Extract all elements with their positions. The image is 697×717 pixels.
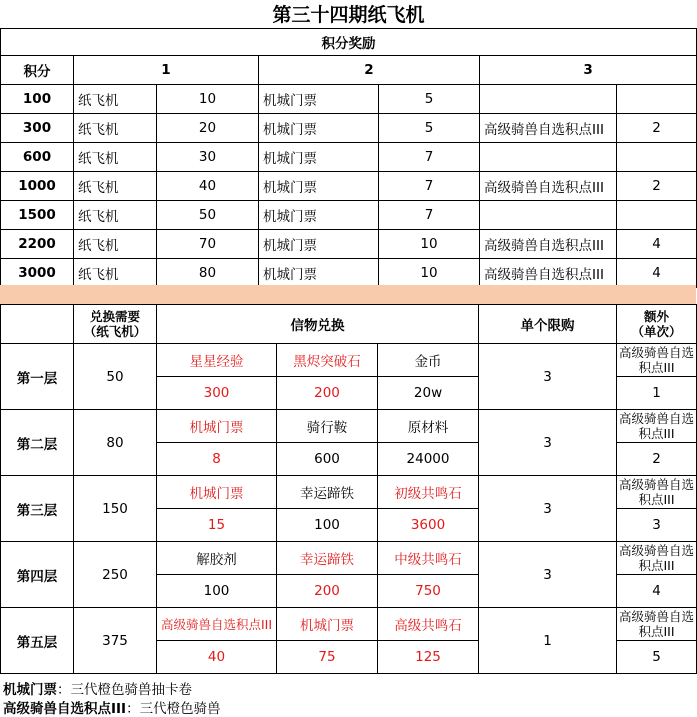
reward-1-qty: 70 [157, 230, 259, 259]
reward-1-name: 纸飞机 [74, 114, 157, 143]
extra-qty: 4 [617, 575, 697, 608]
page-title: 第三十四期纸飞机 [272, 4, 425, 26]
exchange-table [0, 304, 697, 674]
item-name: 星星经验 [157, 344, 277, 377]
item-name: 解胶剂 [157, 542, 277, 575]
extra-name: 高级骑兽自选积点III [617, 476, 697, 509]
table-row [1, 201, 697, 230]
item-qty: 750 [378, 575, 479, 608]
item-name: 初级共鸣石 [378, 476, 479, 509]
item-qty: 20w [378, 377, 479, 410]
header-items: 信物兑换 [157, 305, 479, 344]
header-cost: 兑换需要 （纸飞机） [74, 305, 157, 344]
item-qty: 100 [157, 575, 277, 608]
layer-cost: 150 [74, 476, 157, 542]
reward-1-name: 纸飞机 [74, 85, 157, 114]
note-term: 高级骑兽自选积点III [3, 701, 127, 717]
reward-1-qty: 50 [157, 201, 259, 230]
item-name: 原材料 [378, 410, 479, 443]
layer-row [1, 608, 697, 641]
header-empty [1, 305, 74, 344]
item-qty: 300 [157, 377, 277, 410]
reward-3-qty: 4 [617, 230, 697, 259]
points-value: 600 [1, 143, 74, 172]
extra-name: 高级骑兽自选积点III [617, 344, 697, 377]
reward-2-qty: 7 [379, 201, 480, 230]
reward-3-name [480, 143, 617, 172]
layer-cost: 50 [74, 344, 157, 410]
item-name: 机城门票 [157, 410, 277, 443]
extra-qty: 5 [617, 641, 697, 674]
reward-2-name: 机城门票 [259, 85, 379, 114]
header-points: 积分 [1, 56, 74, 85]
layer-row [1, 344, 697, 377]
item-qty: 40 [157, 641, 277, 674]
item-name: 金币 [378, 344, 479, 377]
item-qty: 3600 [378, 509, 479, 542]
layer-name: 第三层 [1, 476, 74, 542]
reward-2-name: 机城门票 [259, 230, 379, 259]
item-qty: 200 [277, 575, 378, 608]
item-qty: 8 [157, 443, 277, 476]
table-row [1, 230, 697, 259]
item-name: 黑烬突破石 [277, 344, 378, 377]
item-qty: 24000 [378, 443, 479, 476]
reward-2-name: 机城门票 [259, 201, 379, 230]
note-desc: ：三代橙色骑兽抽卡卷 [57, 682, 192, 698]
layer-name: 第四层 [1, 542, 74, 608]
reward-1-name: 纸飞机 [74, 230, 157, 259]
reward-2-name: 机城门票 [259, 143, 379, 172]
note-2 [3, 697, 221, 717]
reward-1-name: 纸飞机 [74, 143, 157, 172]
table-row [1, 114, 697, 143]
points-value: 100 [1, 85, 74, 114]
item-name: 机城门票 [157, 476, 277, 509]
extra-qty: 1 [617, 377, 697, 410]
reward-3-qty: 2 [617, 172, 697, 201]
layer-name: 第二层 [1, 410, 74, 476]
reward-2-qty: 7 [379, 172, 480, 201]
header-col-2: 2 [259, 56, 480, 85]
reward-3-name [480, 201, 617, 230]
reward-1-qty: 40 [157, 172, 259, 201]
reward-1-name: 纸飞机 [74, 259, 157, 288]
exchange-table-body [1, 344, 697, 674]
points-value: 300 [1, 114, 74, 143]
reward-1-name: 纸飞机 [74, 172, 157, 201]
extra-qty: 3 [617, 509, 697, 542]
layer-limit: 3 [479, 542, 617, 608]
points-value: 3000 [1, 259, 74, 288]
item-name: 骑行鞍 [277, 410, 378, 443]
table-row [1, 259, 697, 288]
extra-qty: 2 [617, 443, 697, 476]
layer-cost: 250 [74, 542, 157, 608]
section-separator [0, 285, 696, 304]
extra-name: 高级骑兽自选积点III [617, 608, 697, 641]
layer-row [1, 542, 697, 575]
layer-limit: 3 [479, 344, 617, 410]
reward-3-name: 高级骑兽自选积点III [480, 172, 617, 201]
reward-1-qty: 20 [157, 114, 259, 143]
layer-cost: 375 [74, 608, 157, 674]
item-name: 幸运蹄铁 [277, 476, 378, 509]
reward-2-qty: 5 [379, 85, 480, 114]
points-value: 2200 [1, 230, 74, 259]
layer-name: 第一层 [1, 344, 74, 410]
layer-limit: 3 [479, 476, 617, 542]
reward-2-name: 机城门票 [259, 259, 379, 288]
layer-limit: 1 [479, 608, 617, 674]
reward-2-name: 机城门票 [259, 172, 379, 201]
reward-3-qty [617, 201, 697, 230]
item-name: 高级共鸣石 [378, 608, 479, 641]
points-table-body [1, 85, 697, 288]
reward-1-qty: 10 [157, 85, 259, 114]
reward-3-qty [617, 85, 697, 114]
reward-3-name: 高级骑兽自选积点III [480, 114, 617, 143]
reward-1-qty: 80 [157, 259, 259, 288]
note-desc: ：三代橙色骑兽 [126, 701, 221, 717]
reward-2-name: 机城门票 [259, 114, 379, 143]
reward-3-qty: 2 [617, 114, 697, 143]
item-qty: 100 [277, 509, 378, 542]
points-value: 1000 [1, 172, 74, 201]
header-col-1: 1 [74, 56, 259, 85]
layer-limit: 3 [479, 410, 617, 476]
item-qty: 600 [277, 443, 378, 476]
points-value: 1500 [1, 201, 74, 230]
extra-name: 高级骑兽自选积点III [617, 410, 697, 443]
reward-3-name: 高级骑兽自选积点III [480, 259, 617, 288]
item-name: 机城门票 [277, 608, 378, 641]
item-qty: 75 [277, 641, 378, 674]
note-term: 机城门票 [3, 682, 57, 698]
reward-2-qty: 10 [379, 230, 480, 259]
reward-1-name: 纸飞机 [74, 201, 157, 230]
layer-name: 第五层 [1, 608, 74, 674]
points-reward-table [0, 28, 697, 288]
item-qty: 200 [277, 377, 378, 410]
item-qty: 15 [157, 509, 277, 542]
layer-row [1, 476, 697, 509]
reward-1-qty: 30 [157, 143, 259, 172]
reward-2-qty: 10 [379, 259, 480, 288]
layer-row [1, 410, 697, 443]
table-row [1, 172, 697, 201]
note-1 [3, 678, 192, 698]
reward-2-qty: 5 [379, 114, 480, 143]
table-row [1, 143, 697, 172]
item-name: 中级共鸣石 [378, 542, 479, 575]
table-row [1, 85, 697, 114]
points-table-caption: 积分奖励 [1, 29, 697, 56]
reward-3-qty [617, 143, 697, 172]
item-name: 高级骑兽自选积点III [157, 608, 277, 641]
header-limit: 单个限购 [479, 305, 617, 344]
reward-2-qty: 7 [379, 143, 480, 172]
item-name: 幸运蹄铁 [277, 542, 378, 575]
header-col-3: 3 [480, 56, 697, 85]
reward-3-name: 高级骑兽自选积点III [480, 230, 617, 259]
header-extra: 额外 （单次） [617, 305, 697, 344]
reward-3-name [480, 85, 617, 114]
layer-cost: 80 [74, 410, 157, 476]
reward-3-qty: 4 [617, 259, 697, 288]
extra-name: 高级骑兽自选积点III [617, 542, 697, 575]
item-qty: 125 [378, 641, 479, 674]
